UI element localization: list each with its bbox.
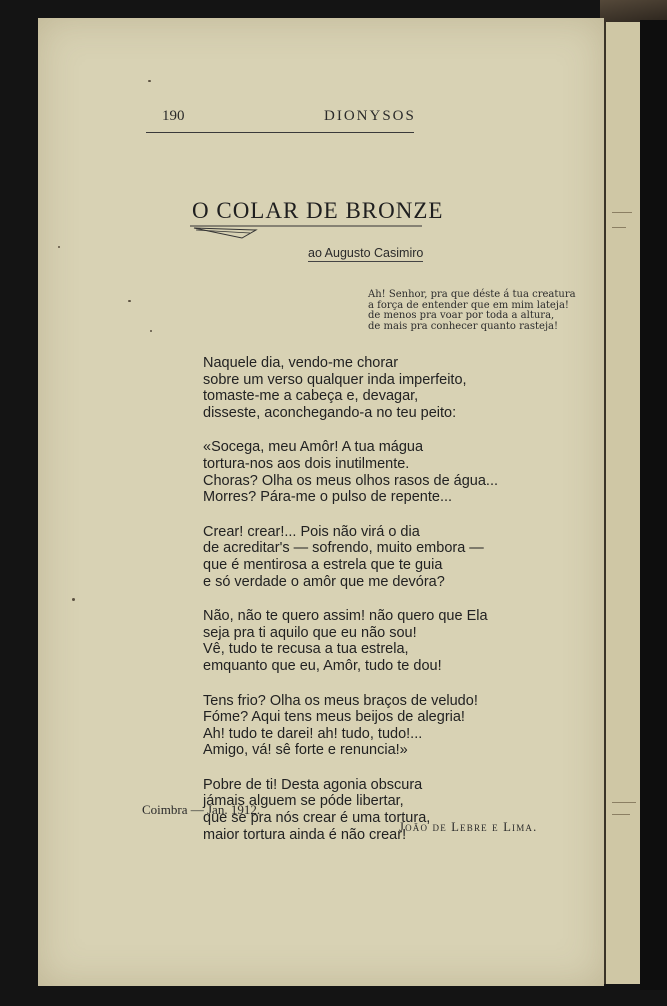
stanza [203,693,498,759]
verse-line: sobre um verso qualquer inda imperfeito, [203,371,467,388]
verse-line: disseste, aconchegando-a no teu peito: [203,404,457,421]
verse-line: tomaste-me a cabeça e, devagar, [203,388,419,405]
stanza [203,524,498,590]
adjacent-page-edge [604,22,642,984]
page-number: 190 [162,108,185,124]
background-edge [640,20,667,990]
running-header [146,108,414,133]
paper-speck [58,246,60,248]
verse-line: Tens frio? Olha os meus braços de veludo! [203,692,478,709]
stanza [203,608,498,674]
verse-line: maior tortura ainda é não crear! [203,826,407,843]
verse-line: que é mentirosa a estrela que te guia [203,556,443,573]
paper-speck [72,598,75,601]
poem-title: O COLAR DE BRONZE [192,198,444,223]
verse-line: Crear! crear!... Pois não virá o dia [203,523,420,540]
verse-line: e só verdade o amôr que me devóra? [203,573,445,590]
verse-line: emquanto que eu, Amôr, tudo te dou! [203,657,442,674]
verse-line: que se pra nós crear é uma tortura, [203,810,431,827]
journal-title: DIONYSOS [324,108,416,124]
verse-line: Naquele dia, vendo-me chorar [203,355,399,371]
paper-speck [148,80,151,82]
title-ornament-icon [190,224,430,242]
verse-line: seja pra ti aquilo que eu não sou! [203,624,417,641]
place-date: Coimbra — Jan. 1912. [142,802,261,817]
epigraph-line: Ah! Senhor, pra que déste á tua creatura [368,289,576,300]
epigraph-line: de mais pra conhecer quanto rasteja! [368,320,559,332]
verse-line: tortura-nos aos dois inutilmente. [203,455,410,472]
verse-line: Morres? Pára-me o pulso de repente... [203,489,453,506]
stanza [203,439,498,505]
dedication: ao Augusto Casimiro [308,246,424,260]
verse-line: Choras? Olha os meus olhos rasos de água... [203,472,498,489]
verse-line: Vê, tudo te recusa a tua estrela, [203,641,409,658]
poem-body [203,355,498,861]
stanza [203,355,498,421]
verse-line: Não, não te quero assim! não quero que Ela [203,608,488,625]
verse-line: «Socega, meu Amôr! A tua mágua [203,439,424,456]
verse-line: Pobre de ti! Desta agonia obscura [203,776,423,793]
epigraph-line: de menos pra voar por toda a altura, [368,310,555,321]
verse-line: Ah! tudo te darei! ah! tudo, tudo!... [203,725,423,742]
epigraph [368,290,576,332]
paper-speck [128,300,131,302]
verse-line: de acreditar's — sofrendo, muito embora — [203,540,484,557]
verse-line: Amigo, vá! sê forte e renuncia!» [203,742,408,759]
epigraph-line: a força de entender que em mim lateja! [368,299,569,311]
verse-line: jámais alguem se póde libertar, [203,793,404,810]
author-signature: João de Lebre e Lima. [399,820,538,834]
paper-speck [150,330,152,332]
verse-line: Fóme? Aqui tens meus beijos de alegria! [203,709,465,726]
